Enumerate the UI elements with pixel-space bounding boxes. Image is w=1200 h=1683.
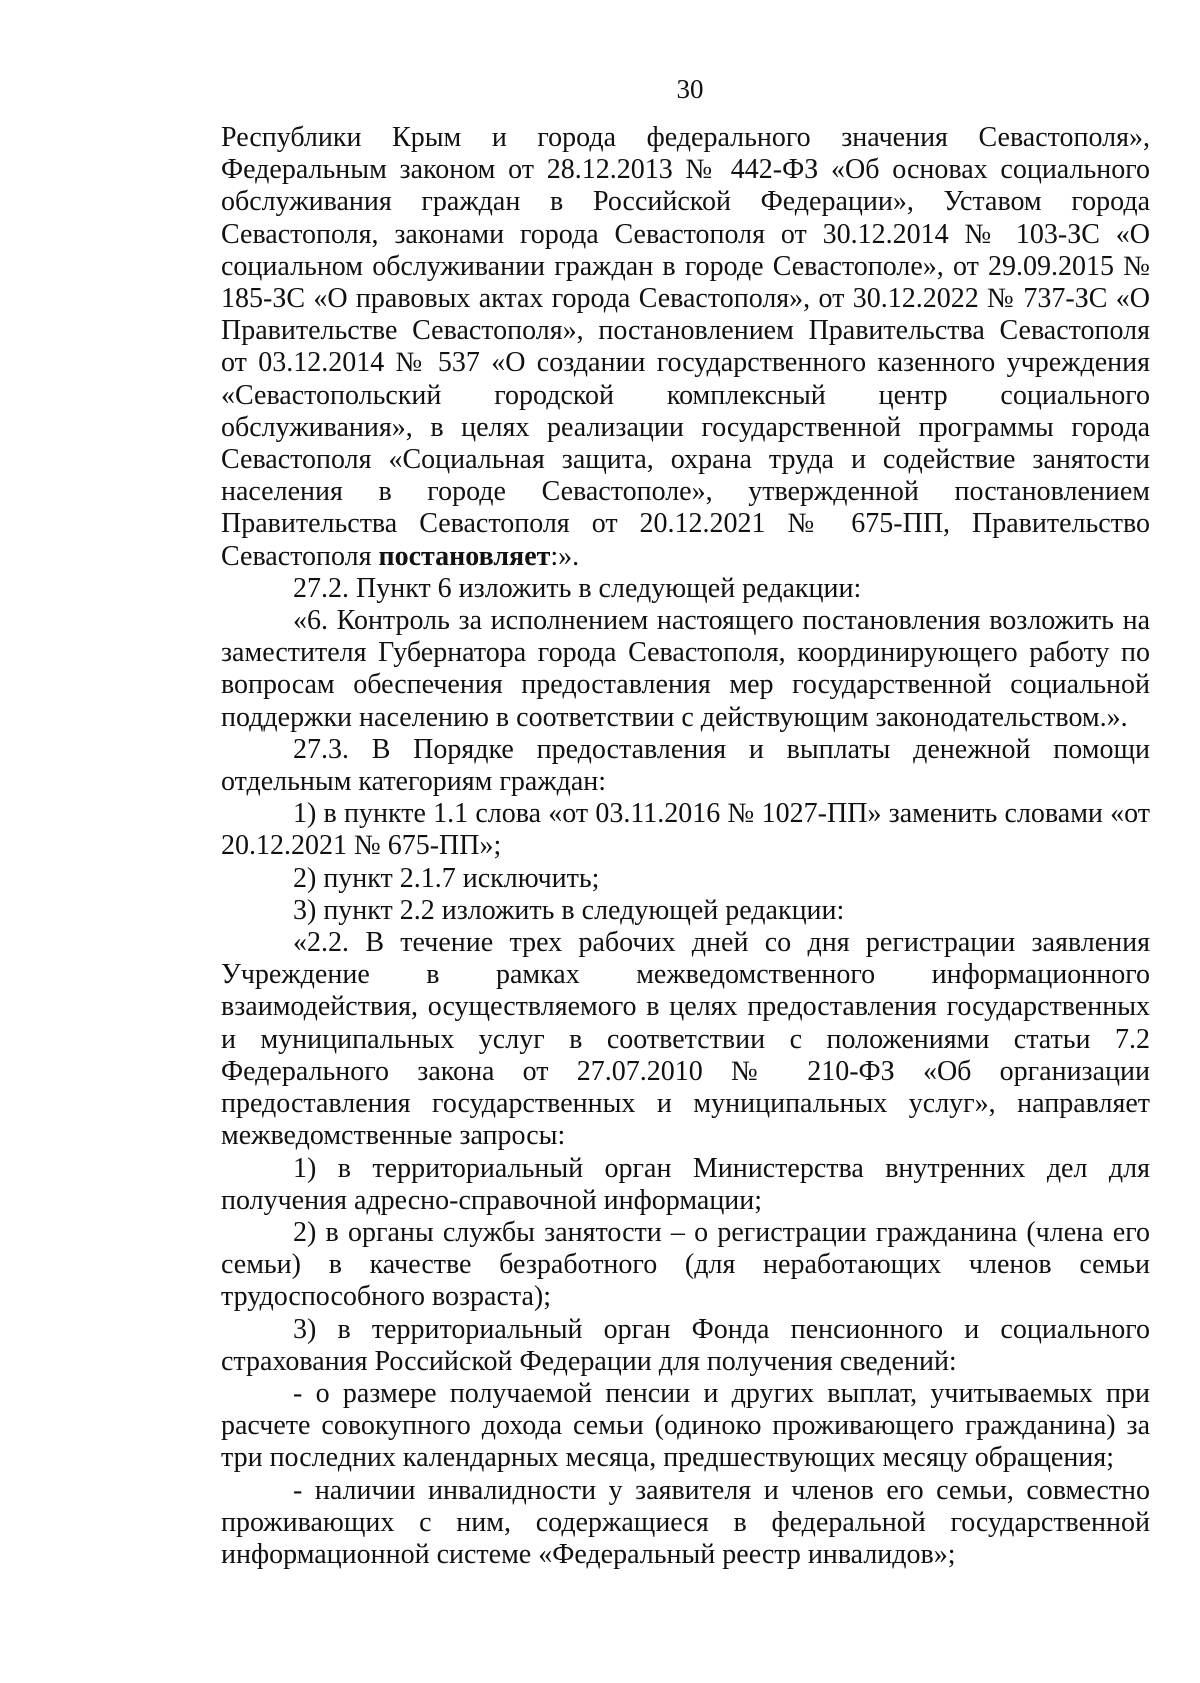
- paragraph-27-2: 27.2. Пункт 6 изложить в следующей редакции:: [293, 572, 862, 604]
- paragraph-request-2: 2) в органы службы занятости – о регистрации гражданина (члена его семьи) в качестве безработного (для неработающих членов семьи трудоспособного возраста);: [221, 1216, 1150, 1313]
- paragraph-item-2: 2) пункт 2.1.7 исключить;: [293, 862, 600, 894]
- paragraph-pension-info: - о размере получаемой пенсии и других выплат, учитываемых при расчете совокупного дохода семьи (одиноко проживающего гражданина) за три последних календарных месяца, предшествующих месяцу обращения;: [221, 1377, 1150, 1474]
- paragraph-request-1: 1) в территориальный орган Министерства внутренних дел для получения адресно-справочной информации;: [221, 1152, 1150, 1216]
- paragraph-27-3: 27.3. В Порядке предоставления и выплаты денежной помощи отдельным категориям граждан:: [221, 733, 1150, 798]
- paragraph-request-3: 3) в территориальный орган Фонда пенсионного и социального страхования Российской Федерации для получения сведений:: [221, 1313, 1150, 1377]
- page-number: 30: [676, 74, 704, 104]
- paragraph-legal-basis-text: Республики Крым и города федерального значения Севастополя», Федеральным законом от 28.12.2013 № 442-ФЗ «Об основах социального обслуживания граждан в Российской Федерации», Уставом города Севастополя, законами города Севастополя от 30.12.2014 № 103-ЗС «О социальном обслуживании граждан в городе Севастополе», от 29.09.2015 № 185-ЗС «О правовых актах города Севастополя», от 30.12.2022 № 737-ЗС «О Правительстве Севастополя», постановлением Правительства Севастополя от 03.12.2014 № 537 «О создании государственного казенного учреждения «Севастопольский городской комплексный центр социального обслуживания», в целях реализации государственной программы города Севастополя «Социальная защита, охрана труда и содействие занятости населения в городе Севастополе», утвержденной постановлением Правительства Севастополя от 20.12.2021 № 675-ПП, Правительство Севастополя: [221, 122, 1150, 572]
- paragraph-item-1: 1) в пункте 1.1 слова «от 03.11.2016 № 1027-ПП» заменить словами «от 20.12.2021 № 675-ПП»;: [221, 798, 1150, 862]
- paragraph-point-2-2: «2.2. В течение трех рабочих дней со дня регистрации заявления Учреждение в рамках межведомственного информационного взаимодействия, осуществляемого в целях предоставления государственных и муниципальных услуг в соответствии с положениями статьи 7.2 Федерального закона от 27.07.2010 № 210-ФЗ «Об организации предоставления государственных и муниципальных услуг», направляет межведомственные запросы:: [221, 927, 1150, 1152]
- document-body: [221, 122, 1150, 1571]
- paragraph-legal-basis: [221, 122, 1150, 573]
- paragraph-legal-basis-end: :».: [550, 540, 580, 572]
- paragraph-disability-info: - наличии инвалидности у заявителя и членов его семьи, совместно проживающих с ним, содержащиеся в федеральной государственной информационной системе «Федеральный реестр инвалидов»;: [221, 1474, 1150, 1570]
- resolves-word: постановляет: [378, 540, 551, 572]
- paragraph-item-3: 3) пункт 2.2 изложить в следующей редакции:: [293, 894, 845, 926]
- paragraph-point-6: «6. Контроль за исполнением настоящего постановления возложить на заместителя Губернатора города Севастополя, координирующего работу по вопросам обеспечения предоставления мер государственной социальной поддержки населению в соответствии с действующим законодательством.».: [221, 605, 1150, 733]
